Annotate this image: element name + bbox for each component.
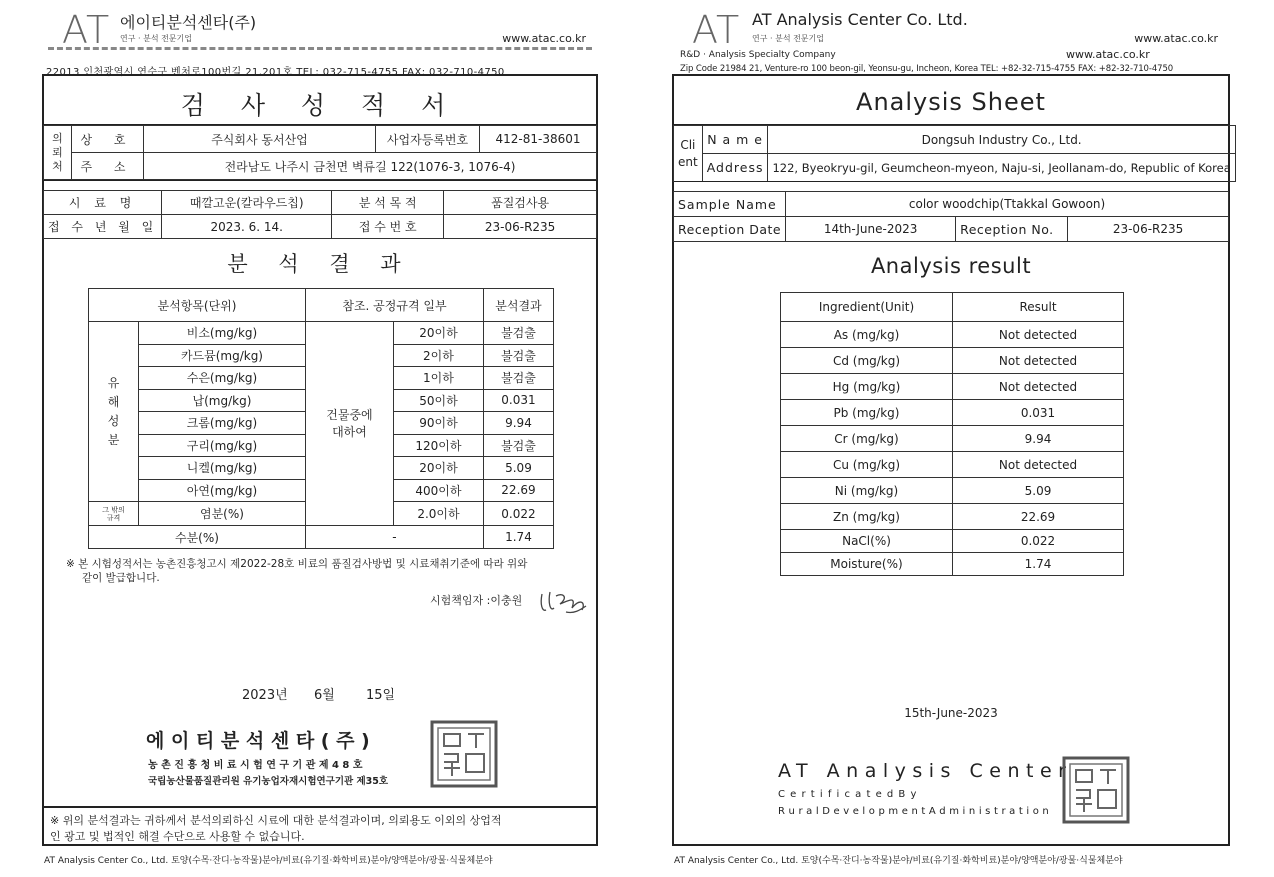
table-row: [781, 426, 1124, 452]
item-name: Cd (mg/kg): [781, 348, 953, 374]
item-result: 22.69: [953, 504, 1124, 530]
item-name: 수분(%): [89, 526, 306, 549]
recno-value: 23-06-R235: [444, 215, 597, 239]
item-name: 구리(mg/kg): [139, 434, 306, 457]
reference-note: 건물중에 대하여: [305, 322, 393, 526]
company-website: www.atac.co.kr: [502, 32, 586, 45]
item-result: Not detected: [953, 348, 1124, 374]
header-result: 분석결과: [483, 289, 553, 322]
company-tagline: 연구 · 분석 전문기업: [752, 34, 824, 43]
company-logo: AT: [692, 8, 741, 52]
item-name: 크롬(mg/kg): [139, 412, 306, 435]
english-certificate: [672, 0, 1230, 877]
item-name: As (mg/kg): [781, 322, 953, 348]
results-table: [88, 288, 554, 549]
item-limit: 1이하: [393, 367, 483, 390]
item-name: 수은(mg/kg): [139, 367, 306, 390]
cert-line1: 농 촌 진 흥 청 비 료 시 험 연 구 기 관 제 4 8 호: [148, 760, 363, 771]
address-label: 주 소: [72, 153, 144, 180]
company-tagline: 연구 · 분석 전문기업: [120, 34, 192, 43]
client-address: 전라남도 나주시 금천면 벽류길 122(1076-3, 1076-4): [144, 153, 597, 180]
table-row: [781, 374, 1124, 400]
item-limit: 2이하: [393, 344, 483, 367]
item-result: 5.09: [483, 457, 553, 480]
item-result: 22.69: [483, 479, 553, 502]
date-label: 접 수 년 월 일: [44, 215, 162, 239]
sample-label: Sample Name: [674, 192, 786, 217]
item-limit: 20이하: [393, 457, 483, 480]
recno-value: 23-06-R235: [1068, 217, 1229, 242]
company-website-2: www.atac.co.kr: [1066, 48, 1150, 61]
certificate-frame: [672, 74, 1230, 846]
item-name: Cu (mg/kg): [781, 452, 953, 478]
page-title: Analysis Sheet: [856, 88, 1046, 116]
item-limit: 2.0이하: [393, 502, 483, 526]
item-result: 0.022: [953, 530, 1124, 553]
results-table: [780, 292, 1124, 576]
item-name: 비소(mg/kg): [139, 322, 306, 345]
disclaimer-line2: 인 광고 및 법적인 해결 수단으로 사용할 수 없습니다.: [50, 830, 305, 843]
item-result: 불검출: [483, 322, 553, 345]
table-row: [781, 530, 1124, 553]
item-name: Ni (mg/kg): [781, 478, 953, 504]
header-reference: 참조. 공정규격 일부: [305, 289, 483, 322]
divider: [674, 181, 1228, 182]
page-title: 검 사 성 적 서: [180, 91, 460, 120]
tester-name: 시험책임자 :이충원: [430, 594, 523, 607]
table-row: [781, 553, 1124, 576]
client-table: [43, 125, 597, 180]
item-name: Hg (mg/kg): [781, 374, 953, 400]
item-name: 납(mg/kg): [139, 389, 306, 412]
item-limit: 20이하: [393, 322, 483, 345]
item-result: Not detected: [953, 452, 1124, 478]
footer-text: AT Analysis Center Co., Ltd. 토양(수목·잔디·농작물)분야/비료(유기질·화학비료)분야/양액분야/광물·식물체분야: [44, 856, 493, 866]
result-title: Analysis result: [870, 254, 1032, 278]
item-result: 5.09: [953, 478, 1124, 504]
cert-line2: 국립농산물품질관리원 유기농업자재시험연구기관 제35호: [148, 776, 389, 787]
sample-table: [43, 190, 597, 239]
item-result: Not detected: [953, 374, 1124, 400]
item-result: 불검출: [483, 434, 553, 457]
item-name: Pb (mg/kg): [781, 400, 953, 426]
client-name: Dongsuh Industry Co., Ltd.: [768, 126, 1235, 154]
signature-image: [536, 586, 592, 618]
company-name: 에이티분석센타(주): [120, 13, 257, 32]
company-name: AT Analysis Center Co. Ltd.: [752, 10, 968, 29]
header-divider: [48, 47, 592, 54]
company-address: 22013 인천광역시 연수구 벤처로100번길 21,201호 TEL: 032-715-4755 FAX: 032-710-4750: [46, 67, 505, 78]
address-label: Address: [702, 154, 768, 182]
group-harmful-label: 유 해 성 분: [89, 322, 139, 502]
sample-value: 때깔고운(칼라우드칩): [162, 191, 332, 215]
item-name: Zn (mg/kg): [781, 504, 953, 530]
issue-day: 15일: [366, 688, 396, 703]
item-limit: 90이하: [393, 412, 483, 435]
official-seal-image: [1062, 756, 1130, 824]
header-item: 분석항목(단위): [89, 289, 306, 322]
company-website: www.atac.co.kr: [1134, 32, 1218, 45]
cert-line1: C e r t i f i c a t e d B y: [778, 789, 918, 800]
item-result: 불검출: [483, 344, 553, 367]
official-seal-image: [430, 720, 498, 788]
footer-text: AT Analysis Center Co., Ltd. 토양(수목·잔디·농작물)분야/비료(유기질·화학비료)분야/양액분야/광물·식물체분야: [674, 856, 1123, 866]
purpose-value: 품질검사용: [444, 191, 597, 215]
company-logo: AT: [62, 8, 111, 52]
company-address: Zip Code 21984 21, Venture-ro 100 beon-gil, Yeonsu-gu, Incheon, Korea TEL: +82-32-715-4755 FAX: +82-32-710-4750: [680, 64, 1174, 74]
sample-value: color woodchip(Ttakkal Gowoon): [786, 192, 1229, 217]
client-table: [673, 125, 1236, 182]
item-name: 카드뮴(mg/kg): [139, 344, 306, 367]
sample-label: 시 료 명: [44, 191, 162, 215]
header-result: Result: [953, 293, 1124, 322]
table-row: [781, 322, 1124, 348]
issuer-name: 에 이 티 분 석 센 타 ( 주 ): [146, 730, 370, 752]
divider: [44, 180, 596, 181]
table-row: [781, 452, 1124, 478]
table-row: [89, 526, 554, 549]
issuer-name: AT Analysis Center: [778, 760, 1073, 782]
recno-label: Reception No.: [956, 217, 1068, 242]
korean-certificate: [42, 0, 598, 877]
date-value: 2023. 6. 14.: [162, 215, 332, 239]
group-other-label: 그 밖의 규격: [89, 502, 139, 526]
purpose-label: 분 석 목 적: [332, 191, 444, 215]
regno-label: 사업자등록번호: [376, 126, 480, 153]
rd-label: R&D · Analysis Specialty Company: [680, 50, 836, 60]
item-limit: -: [305, 526, 483, 549]
name-label: N a m e: [702, 126, 768, 154]
cert-line2: R u r a l D e v e l o p m e n t A d m i n i s t r a t i o n: [778, 806, 1049, 817]
item-result: 불검출: [483, 367, 553, 390]
header-ingredient: Ingredient(Unit): [781, 293, 953, 322]
table-row: [781, 478, 1124, 504]
regno-value: 412-81-38601: [480, 126, 597, 153]
item-limit: 400이하: [393, 479, 483, 502]
item-result: 0.031: [483, 389, 553, 412]
item-name: 아연(mg/kg): [139, 479, 306, 502]
date-label: Reception Date: [674, 217, 786, 242]
issue-note-line2: 같이 발급합니다.: [82, 572, 160, 584]
client-label: Cli ent: [674, 126, 703, 182]
item-result: 0.031: [953, 400, 1124, 426]
name-label: 상 호: [72, 126, 144, 153]
issue-month: 6월: [314, 688, 335, 703]
table-row: [89, 322, 554, 345]
result-title: 분 석 결 과: [227, 252, 413, 276]
item-name: 염분(%): [139, 502, 306, 526]
table-row: [781, 400, 1124, 426]
client-name: 주식회사 동서산업: [144, 126, 376, 153]
client-label: 의뢰처: [44, 126, 72, 180]
certificate-frame: [42, 74, 598, 846]
item-name: 니켈(mg/kg): [139, 457, 306, 480]
divider: [44, 806, 596, 808]
item-result: 9.94: [483, 412, 553, 435]
table-row: [781, 504, 1124, 530]
item-result: 9.94: [953, 426, 1124, 452]
issue-note-line1: ※ 본 시험성적서는 농촌진흥청고시 제2022-28호 비료의 품질검사방법 및 시료채취기준에 따라 위와: [66, 558, 528, 570]
table-row: [781, 348, 1124, 374]
item-result: Not detected: [953, 322, 1124, 348]
recno-label: 접 수 번 호: [332, 215, 444, 239]
date-value: 14th-June-2023: [786, 217, 956, 242]
client-address: 122, Byeokryu-gil, Geumcheon-myeon, Naju-si, Jeollanam-do, Republic of Korea: [768, 154, 1235, 182]
item-result: 0.022: [483, 502, 553, 526]
issue-date: 15th-June-2023: [904, 706, 998, 720]
issue-year: 2023년: [242, 688, 288, 703]
item-result: 1.74: [953, 553, 1124, 576]
item-limit: 50이하: [393, 389, 483, 412]
item-name: Moisture(%): [781, 553, 953, 576]
item-name: Cr (mg/kg): [781, 426, 953, 452]
item-name: NaCl(%): [781, 530, 953, 553]
sample-table: [673, 191, 1229, 242]
item-limit: 120이하: [393, 434, 483, 457]
item-result: 1.74: [483, 526, 553, 549]
disclaimer-line1: ※ 위의 분석결과는 귀하께서 분석의뢰하신 시료에 대한 분석결과이며, 의뢰용도 이외의 상업적: [50, 814, 502, 827]
